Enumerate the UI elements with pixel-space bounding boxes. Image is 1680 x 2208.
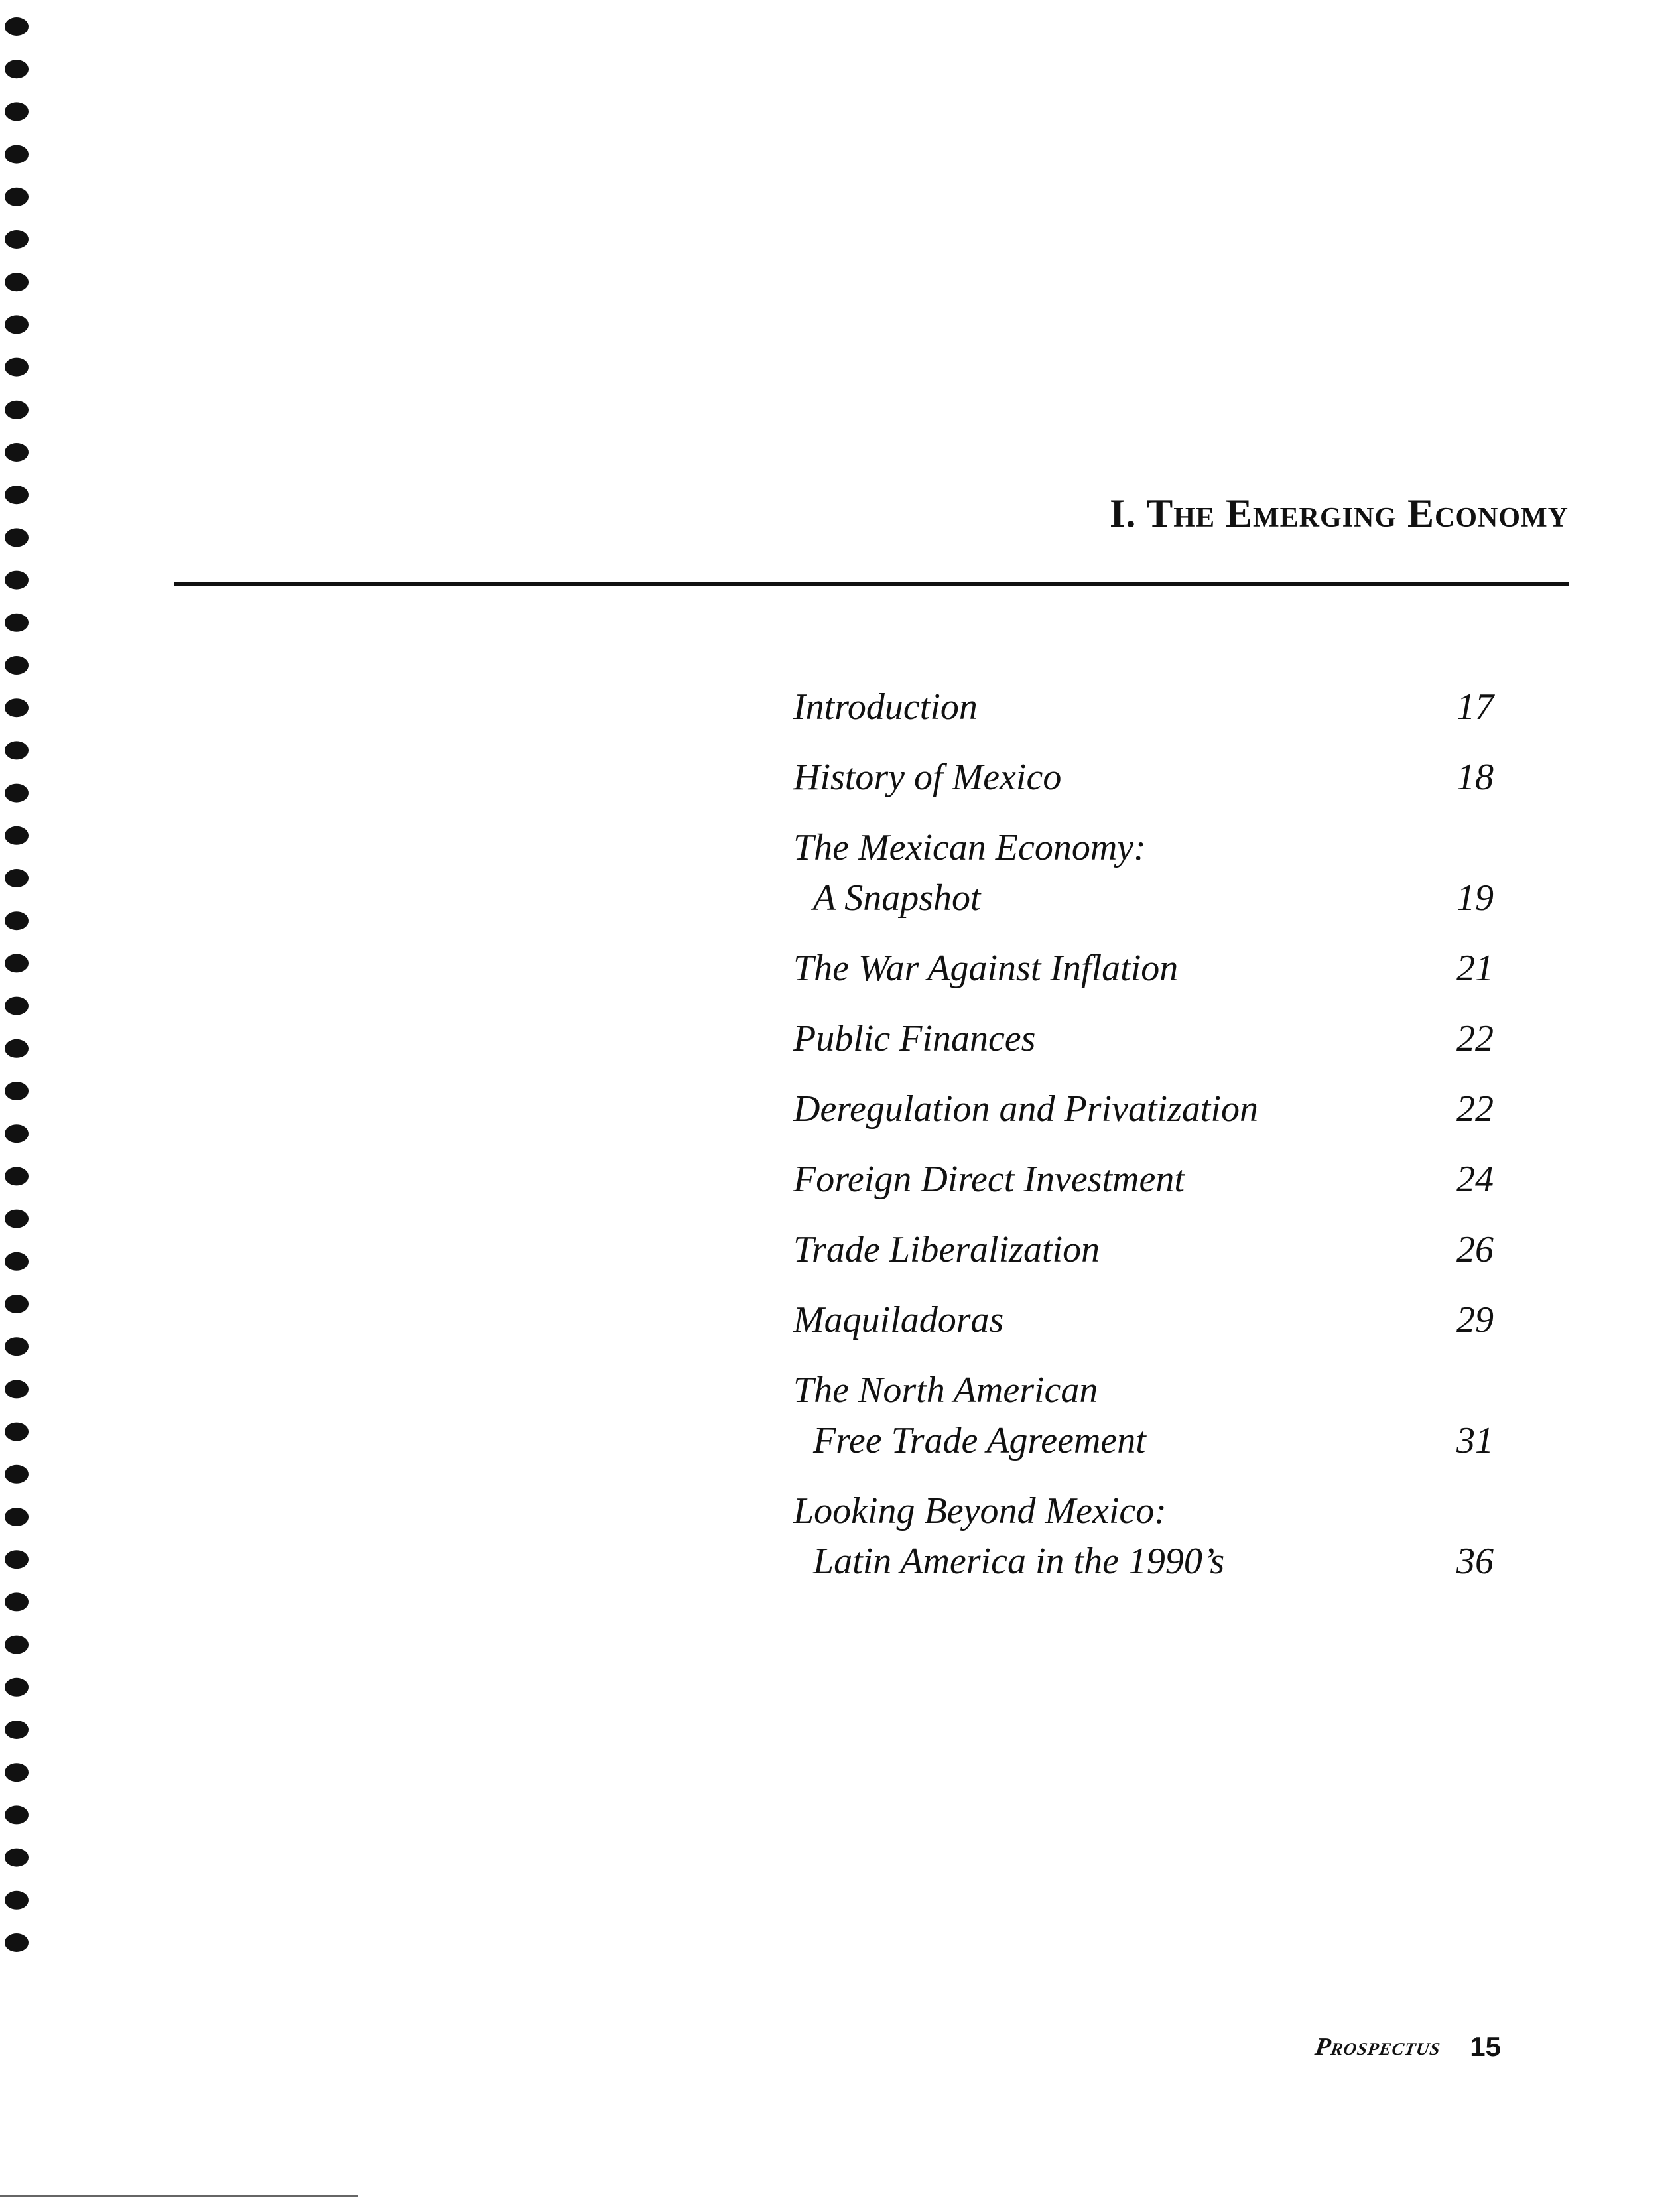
binding-hole bbox=[5, 1550, 29, 1569]
binding-hole bbox=[5, 1849, 29, 1867]
binding-hole bbox=[5, 486, 29, 504]
toc-entry bbox=[793, 822, 1494, 923]
toc-entry-page-number: 18 bbox=[1456, 757, 1494, 798]
toc-entry bbox=[793, 752, 1494, 803]
toc-entry-title-line: Maquiladoras bbox=[793, 1299, 1004, 1340]
binding-hole bbox=[5, 1423, 29, 1441]
binding-hole bbox=[5, 1465, 29, 1484]
binding-hole bbox=[5, 1763, 29, 1782]
toc-entry-page-number: 26 bbox=[1456, 1229, 1494, 1270]
binding-hole bbox=[5, 571, 29, 590]
toc-entry-title bbox=[793, 1486, 1224, 1587]
binding-hole bbox=[5, 1252, 29, 1271]
toc-entry-title-line: Introduction bbox=[793, 686, 978, 728]
binding-hole bbox=[5, 1933, 29, 1952]
toc-entry-title bbox=[793, 943, 1178, 994]
binding-hole bbox=[5, 1337, 29, 1356]
toc-entry-title-line: Looking Beyond Mexico: bbox=[793, 1490, 1167, 1531]
binding-hole bbox=[5, 401, 29, 419]
toc-entry-page-number: 17 bbox=[1456, 686, 1494, 728]
binding-hole bbox=[5, 1039, 29, 1058]
binding-hole bbox=[5, 528, 29, 547]
toc-entry-page-number: 22 bbox=[1456, 1018, 1494, 1059]
chapter-title: I. The Emerging Economy bbox=[1110, 491, 1569, 535]
logo-text: Prospectus bbox=[1313, 2033, 1443, 2061]
binding-hole bbox=[5, 358, 29, 377]
binding-hole bbox=[5, 656, 29, 675]
toc-entry bbox=[793, 682, 1494, 732]
toc-entry-title-line: History of Mexico bbox=[793, 757, 1062, 798]
toc-entry-title-continuation: Latin America in the 1990’s bbox=[813, 1541, 1225, 1582]
toc-entry-title-line: Foreign Direct Investment bbox=[793, 1159, 1185, 1200]
toc-entry bbox=[793, 1486, 1494, 1587]
toc-entry-title-line: The War Against Inflation bbox=[793, 948, 1179, 989]
binding-hole bbox=[5, 1167, 29, 1185]
toc-entry-title bbox=[793, 1084, 1258, 1134]
toc-entry-title bbox=[793, 1295, 1003, 1345]
toc-entry-page-number: 22 bbox=[1456, 1088, 1494, 1130]
toc-entry bbox=[793, 1365, 1494, 1466]
binding-hole bbox=[5, 614, 29, 632]
binding-hole bbox=[5, 1082, 29, 1100]
toc-entry bbox=[793, 1224, 1494, 1275]
page-footer bbox=[1315, 2031, 1501, 2063]
binding-hole bbox=[5, 1678, 29, 1697]
binding-hole bbox=[5, 1124, 29, 1143]
binding-hole bbox=[5, 102, 29, 121]
toc-entry-title bbox=[793, 1013, 1035, 1064]
toc-entry-page-number: 36 bbox=[1456, 1541, 1494, 1582]
toc-entry-title-line: Trade Liberalization bbox=[793, 1229, 1100, 1270]
toc-entry-title-continuation: A Snapshot bbox=[813, 877, 981, 919]
binding-hole bbox=[5, 60, 29, 78]
binding-hole bbox=[5, 17, 29, 36]
toc-entry bbox=[793, 1154, 1494, 1204]
binding-hole bbox=[5, 443, 29, 462]
binding-hole bbox=[5, 911, 29, 930]
bottom-edge-rule bbox=[0, 2195, 358, 2197]
binding-hole bbox=[5, 997, 29, 1015]
binding-hole bbox=[5, 1592, 29, 1611]
binding-hole bbox=[5, 1636, 29, 1654]
toc-entry-title bbox=[793, 752, 1061, 803]
binding-hole bbox=[5, 1380, 29, 1398]
table-of-contents bbox=[793, 682, 1494, 1606]
binding-hole bbox=[5, 741, 29, 759]
toc-entry-title-line: Deregulation and Privatization bbox=[793, 1088, 1258, 1130]
toc-entry-title bbox=[793, 1154, 1185, 1204]
toc-entry-title bbox=[793, 682, 978, 732]
toc-entry-title bbox=[793, 822, 1146, 923]
toc-entry-page-number: 19 bbox=[1456, 877, 1494, 919]
binding-hole bbox=[5, 145, 29, 164]
binding-hole bbox=[5, 315, 29, 334]
binding-hole bbox=[5, 954, 29, 972]
binding-hole bbox=[5, 1721, 29, 1739]
toc-entry bbox=[793, 943, 1494, 994]
binding-hole bbox=[5, 1295, 29, 1313]
toc-entry-page-number: 24 bbox=[1456, 1159, 1494, 1200]
title-rule bbox=[174, 582, 1569, 586]
binding-hole bbox=[5, 1891, 29, 1910]
toc-entry-title bbox=[793, 1365, 1146, 1466]
page-number: 15 bbox=[1470, 2031, 1501, 2062]
toc-entry-title bbox=[793, 1224, 1100, 1275]
binding-hole bbox=[5, 1210, 29, 1228]
toc-entry bbox=[793, 1084, 1494, 1134]
binding-hole bbox=[5, 1805, 29, 1824]
toc-entry bbox=[793, 1295, 1494, 1345]
toc-entry-title-line: The North American bbox=[793, 1370, 1098, 1411]
binding-hole bbox=[5, 230, 29, 249]
toc-entry-page-number: 21 bbox=[1456, 948, 1494, 989]
binding-hole bbox=[5, 188, 29, 206]
binding-hole bbox=[5, 826, 29, 845]
toc-entry-page-number: 29 bbox=[1456, 1299, 1494, 1340]
toc-entry bbox=[793, 1013, 1494, 1064]
spiral-binding-holes bbox=[0, 0, 40, 2208]
binding-hole bbox=[5, 273, 29, 291]
toc-entry-title-continuation: Free Trade Agreement bbox=[813, 1420, 1146, 1461]
binding-hole bbox=[5, 1508, 29, 1526]
binding-hole bbox=[5, 698, 29, 717]
toc-entry-title-line: Public Finances bbox=[793, 1018, 1036, 1059]
binding-hole bbox=[5, 784, 29, 803]
toc-entry-title-line: The Mexican Economy: bbox=[793, 827, 1146, 868]
prospectus-logo bbox=[1315, 2032, 1441, 2061]
binding-hole bbox=[5, 869, 29, 887]
binding-holes-graphic bbox=[0, 0, 40, 2208]
toc-entry-page-number: 31 bbox=[1456, 1420, 1494, 1461]
